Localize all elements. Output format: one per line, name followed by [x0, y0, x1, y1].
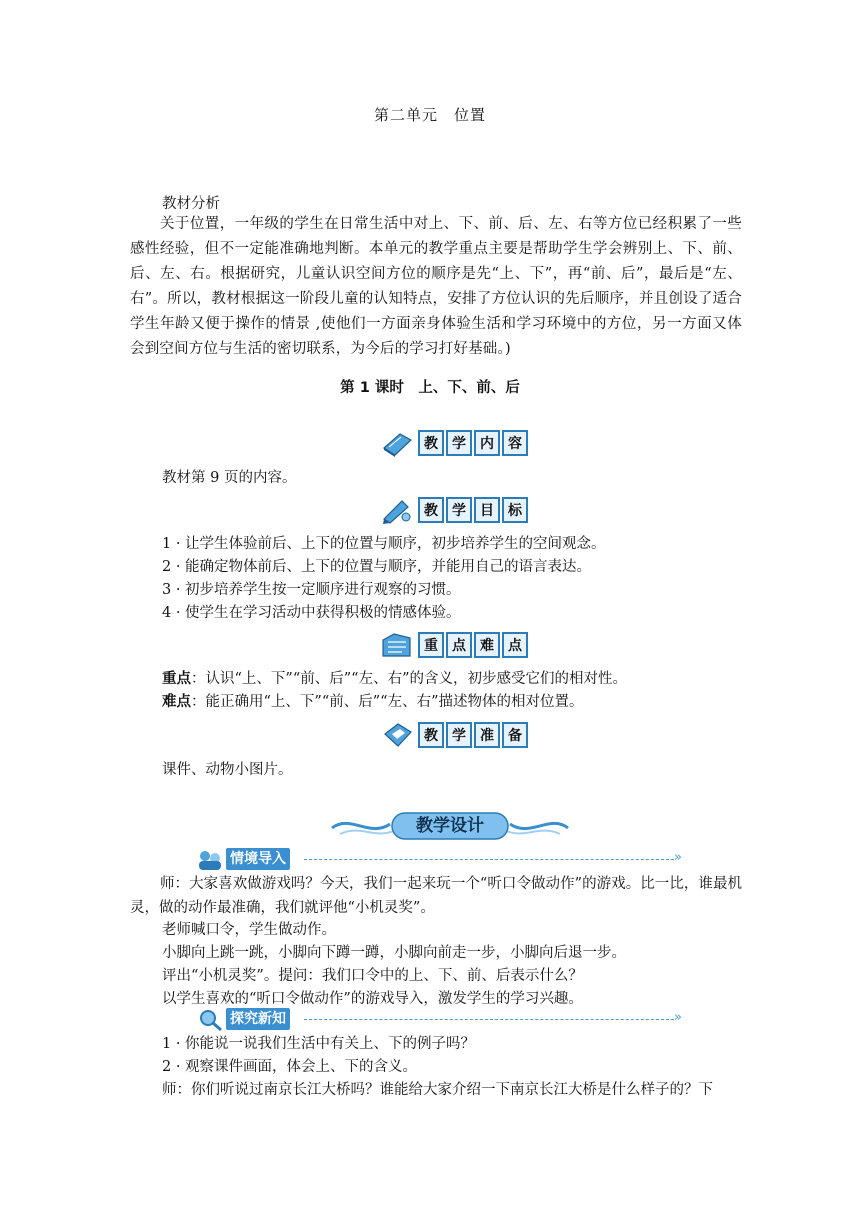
unit-title: 第二单元 位置: [373, 106, 486, 124]
keypoints-banner: [380, 628, 528, 662]
banner-char: 内: [474, 430, 500, 456]
key-text: ：认识“上、下”“前、后”“左、右”的含义，初步感受它们的相对性。: [191, 671, 627, 687]
situation-subheader: [196, 848, 696, 872]
bookmark-icon: [380, 720, 414, 750]
goals-banner: [380, 493, 528, 527]
banner-char: 难: [474, 632, 500, 658]
situation-line: 师：大家喜欢做游戏吗？今天，我们一起来玩一个“听口令做动作”的游戏。比一比，谁最机灵，做的动作最准确，我们就评他“小机灵奖”。: [130, 876, 742, 916]
book-icon: [380, 428, 414, 458]
explore-tag: 探究新知: [226, 1008, 290, 1030]
banner-char: 学: [446, 430, 472, 456]
explore-line: 师：你们听说过南京长江大桥吗？谁能给大家介绍一下南京长江大桥是什么样子的？下: [162, 1082, 713, 1098]
banner-char: 学: [446, 722, 472, 748]
pencil-icon: [380, 495, 414, 525]
prep-text: 课件、动物小图片。: [162, 762, 293, 778]
situation-line: 以学生喜欢的“听口令做动作”的游戏导入，激发学生的学习兴趣。: [162, 991, 583, 1007]
banner-char: 教: [418, 430, 444, 456]
banner-char: 标: [502, 497, 528, 523]
double-arrow-icon: »: [674, 850, 682, 865]
key-point: [162, 667, 762, 691]
goal-item: 3 · 初步培养学生按一定顺序进行观察的习惯。: [162, 582, 461, 598]
magnifier-icon: [196, 1008, 224, 1032]
explore-line: 1 · 你能说一说我们生活中有关上、下的例子吗？: [162, 1036, 476, 1052]
banner-char: 点: [446, 632, 472, 658]
dashed-divider: [304, 859, 674, 860]
banner-char: 准: [474, 722, 500, 748]
banner-char: 重: [418, 632, 444, 658]
banner-char: 目: [474, 497, 500, 523]
situation-line: 评出“小机灵奖”。提问：我们口令中的上、下、前、后表示什么？: [162, 968, 583, 984]
difficulty-text: ：能正确用“上、下”“前、后”“左、右”描述物体的相对位置。: [191, 694, 584, 710]
design-banner: [330, 808, 570, 844]
content-text: 教材第 9 页的内容。: [162, 470, 297, 486]
double-arrow-icon: »: [674, 1010, 682, 1025]
design-title: 教学设计: [416, 816, 484, 836]
banner-char: 点: [502, 632, 528, 658]
lesson-title: 第 1 课时 上、下、前、后: [340, 380, 520, 396]
situation-line: 老师喊口令，学生做动作。: [162, 922, 336, 938]
people-icon: [196, 848, 224, 872]
key-label: 重点: [162, 670, 191, 687]
banner-char: 教: [418, 722, 444, 748]
explore-line: 2 · 观察课件画面，体会上、下的含义。: [162, 1059, 418, 1075]
content-banner: [380, 426, 528, 460]
situation-tag: 情境导入: [226, 848, 290, 870]
goal-item: 2 · 能确定物体前后、上下的位置与顺序，并能用自己的语言表达。: [162, 559, 592, 575]
banner-char: 备: [502, 722, 528, 748]
explore-subheader: [196, 1008, 696, 1032]
goal-item: 1 · 让学生体验前后、上下的位置与顺序，初步培养学生的空间观念。: [162, 536, 606, 552]
prep-banner: [380, 718, 528, 752]
banner-char: 容: [502, 430, 528, 456]
banner-char: 学: [446, 497, 472, 523]
difficulty-point: [162, 690, 762, 714]
folder-icon: [380, 630, 414, 660]
goal-item: 4 · 使学生在学习活动中获得积极的情感体验。: [162, 605, 461, 621]
dashed-divider: [304, 1019, 674, 1020]
analysis-heading: 教材分析: [162, 196, 220, 212]
banner-char: 教: [418, 497, 444, 523]
difficulty-label: 难点: [162, 693, 191, 710]
situation-line: 小脚向上跳一跳，小脚向下蹲一蹲，小脚向前走一步，小脚向后退一步。: [162, 945, 626, 961]
analysis-text: 关于位置，一年级的学生在日常生活中对上、下、前、后、左、右等方位已经积累了一些感性经验，但不一定能准确地判断。本单元的教学重点主要是帮助学生学会辨别上、下、前、后、左、右。根据研究，儿童认识空间方位的顺序是先“上、下”，再“前、后”，最后是“左、右”。所以，教材根据这一阶段儿童的认知特点，安排了方位认识的先后顺序，并且创设了适合学生年龄又便于操作的情景 ,使他们一方面亲身体验生活和学习环境中的方位，另一方面又体会到空间方位与生活的密切联系，为今后的学习打好基础。): [130, 216, 742, 357]
